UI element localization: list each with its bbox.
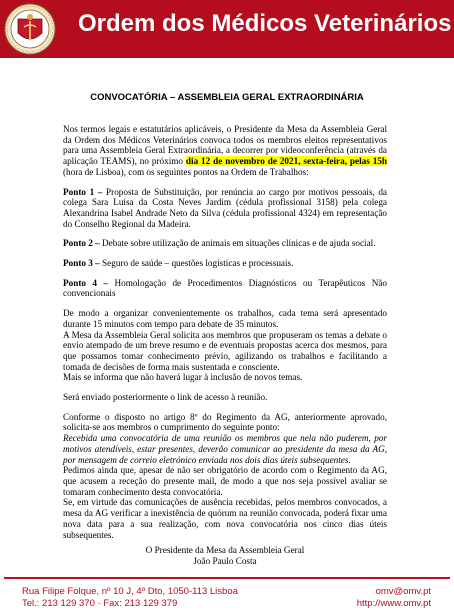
agenda-point-text: Seguro de saúde – questões logísticas e processuais. bbox=[99, 258, 294, 269]
mesa-text: Mesa da Assembleia Geral solicita aos membros que propuseram os temas a debate o envio atempado de um breve resumo e de eventuais propostas acerca dos mesmos, para que possamos tomar conhecimento prévio, agilizando os trabalhos e facilitando a tomada de decisões de forma mais sustentada e consciente. bbox=[63, 329, 387, 372]
footer-website-link[interactable]: http://www.omv.pt bbox=[356, 598, 431, 609]
ordem-seal-icon bbox=[4, 3, 56, 55]
footer-contact bbox=[22, 586, 238, 610]
document-heading: CONVOCATÓRIA – ASSEMBLEIA GERAL EXTRAORDINÁRIA bbox=[90, 92, 364, 103]
footer-online bbox=[357, 586, 431, 610]
footer-address: Rua Filipe Folque, nº 10 J, 4º Dto, 1050-113 Lisboa bbox=[22, 586, 238, 597]
letter-body bbox=[63, 124, 387, 567]
mesa-request-paragraph bbox=[63, 330, 387, 373]
agenda-point-label: Ponto 1 – bbox=[63, 186, 103, 197]
footer-divider bbox=[4, 577, 450, 579]
intro-text: Nos termos legais e estatutários aplicáveis, o Presidente da Mesa da Assembleia Geral da Ordem dos Médicos Veterinários convoca todos os membros eleitos representativos para uma Assembleia Geral Extraordinária, a decorrer por videoconferência (através da aplicação TEAMS), no próximo bbox=[63, 124, 387, 167]
meeting-date-highlight: dia 12 de novembro de 2021, sexta-feira, pelas 15h bbox=[185, 156, 387, 167]
mesa-prefix: A bbox=[63, 329, 72, 340]
quorum-paragraph: Se, em virtude das comunicações de ausência recebidas, pelos membros convocados, a mesa da AG verificar a inexistência de quórum na reunião convocada, poderá fixar uma nova data para a sua realização, com nova convocatória nos cinco dias úteis subsequentes. bbox=[63, 497, 387, 540]
intro-paragraph bbox=[63, 124, 387, 178]
link-paragraph: Será enviado posteriormente o link de acesso à reunião. bbox=[63, 392, 268, 403]
org-name: Ordem dos Médicos Veterinários bbox=[78, 10, 452, 37]
letterhead bbox=[0, 0, 454, 58]
regimento-paragraph: Conforme o disposto no artigo 8º do Regimento da AG, anteriormente aprovado, solicita-se aos membros o cumprimento do seguinte ponto: bbox=[63, 411, 387, 433]
acknowledge-paragraph: Pedimos ainda que, apesar de não ser obrigatório de acordo com o Regimento da AG, que acusem a receção do presente mail, de modo a que nos seja possível avaliar se tomaram conhecimento desta convocatória. bbox=[63, 465, 387, 497]
organization-paragraph: De modo a organizar convenientemente os trabalhos, cada tema será apresentado durante 15 minutos com tempo para debate de 35 minutos. bbox=[63, 308, 387, 329]
agenda-point-label: Ponto 3 – bbox=[63, 258, 100, 269]
footer-email-link[interactable]: omv@omv.pt bbox=[375, 586, 431, 597]
agenda-point bbox=[63, 238, 387, 249]
no-new-topics-paragraph: Mais se informa que não haverá lugar à inclusão de novos temas. bbox=[63, 372, 303, 383]
signature-role: O Presidente da Mesa da Assembleia Geral bbox=[145, 545, 305, 556]
regimento-quote bbox=[63, 433, 387, 465]
agenda-point-text: Homologação de Procedimentos Diagnósticos ou Terapêuticos Não convencionais bbox=[63, 277, 387, 299]
agenda-point bbox=[63, 258, 387, 269]
regimento-quote-text: Recebida uma convocatória de uma reunião os membros que nela não puderem, por motivos atendíveis, estar presentes, deverão comunicar ao presidente da mesa da AG, por mensagem de correio eletrónico enviada nos dois dias úteis subsequentes. bbox=[63, 433, 387, 465]
intro-text-end: (hora de Lisboa), com os seguintes pontos na Ordem de Trabalhos: bbox=[63, 166, 309, 177]
signature-name: João Paulo Costa bbox=[193, 555, 257, 566]
agenda-point bbox=[63, 187, 387, 230]
agenda-point-label: Ponto 4 – bbox=[63, 277, 109, 288]
agenda-point-text: Debate sobre utilização de animais em situações clínicas e de ajuda social. bbox=[99, 238, 376, 249]
footer-phones: Tel.: 213 129 370 · Fax: 213 129 379 bbox=[22, 598, 178, 609]
agenda-point-text: Proposta de Substituição, por renúncia ao cargo por motivos pessoais, da colega Sara Luísa da Costa Neves Jardim (cédula profissional 3158) pela colega Alexandrina Isabel Andrade Neto da Silva (cédula profissional 4324) em representação do Conselho Regional da Madeira. bbox=[63, 186, 388, 229]
agenda-point-label: Ponto 2 – bbox=[63, 238, 100, 249]
agenda-point bbox=[63, 278, 387, 299]
